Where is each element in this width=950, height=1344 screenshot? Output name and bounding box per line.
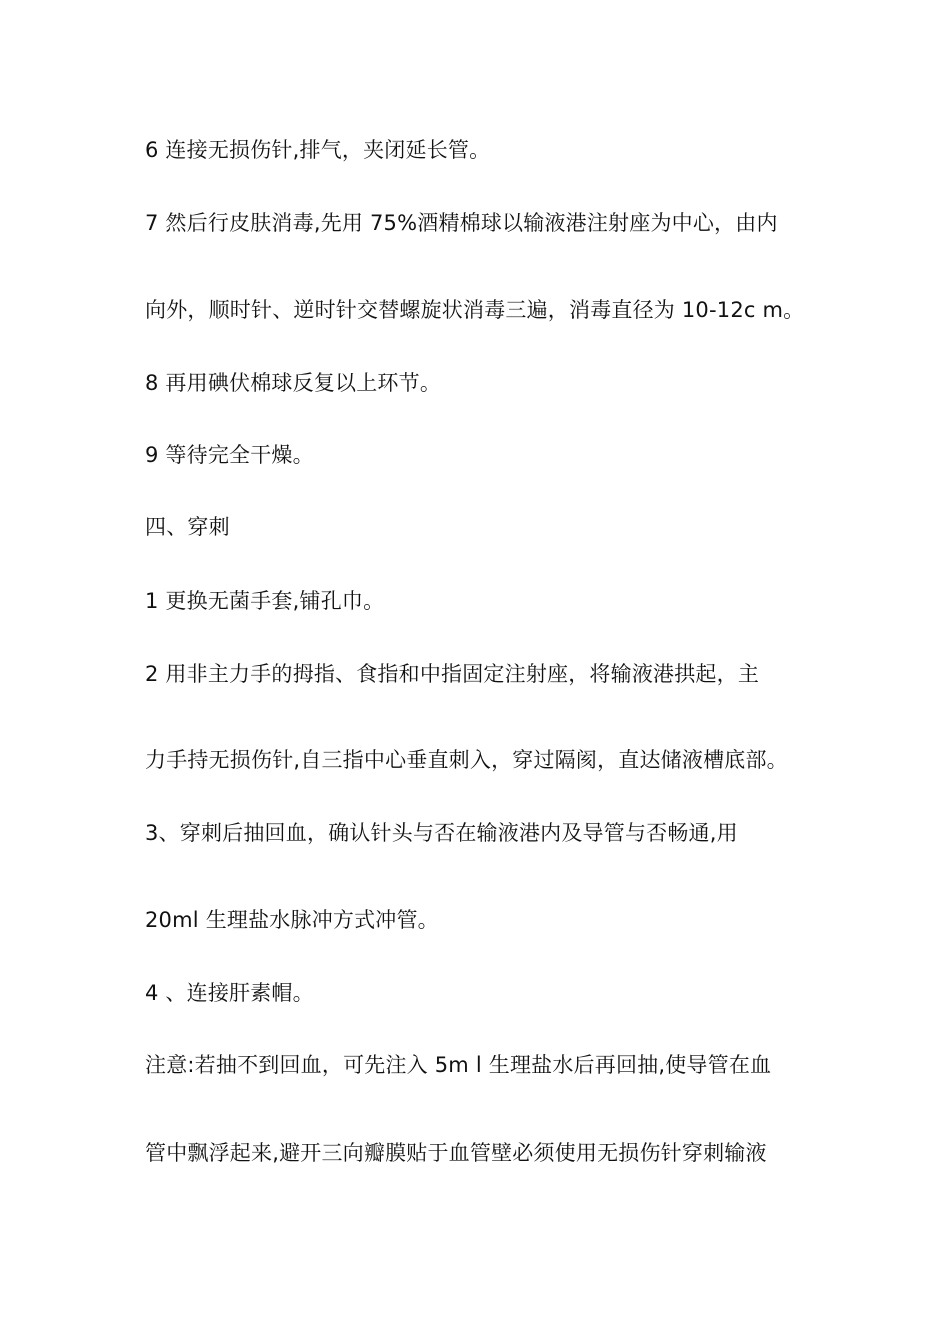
- section-heading-puncture: 四、穿刺: [145, 515, 230, 539]
- text-line-puncture-3: 3、穿刺后抽回血，确认针头与否在输液港内及导管与否畅通,用: [145, 821, 738, 845]
- text-line-step-7-cont: 向外，顺时针、逆时针交替螺旋状消毒三遍，消毒直径为 10-12c m。: [145, 298, 805, 322]
- text-line-puncture-2-cont: 力手持无损伤针,自三指中心垂直刺入，穿过隔阂，直达储液槽底部。: [145, 748, 788, 772]
- text-line-note: 注意:若抽不到回血，可先注入 5m l 生理盐水后再回抽,使导管在血: [145, 1053, 772, 1077]
- text-line-step-9: 9 等待完全干燥。: [145, 443, 314, 467]
- text-line-puncture-1: 1 更换无菌手套,铺孔巾。: [145, 589, 385, 613]
- text-line-puncture-3-cont: 20ml 生理盐水脉冲方式冲管。: [145, 908, 439, 932]
- text-line-puncture-4: 4 、连接肝素帽。: [145, 981, 314, 1005]
- text-line-puncture-2: 2 用非主力手的拇指、食指和中指固定注射座，将输液港拱起，主: [145, 662, 760, 686]
- text-line-step-6: 6 连接无损伤针,排气，夹闭延长管。: [145, 138, 491, 162]
- text-line-note-cont: 管中飘浮起来,避开三向瓣膜贴于血管壁必须使用无损伤针穿刺输液: [145, 1141, 767, 1165]
- text-line-step-7: 7 然后行皮肤消毒,先用 75%酒精棉球以输液港注射座为中心，由内: [145, 211, 778, 235]
- text-line-step-8: 8 再用碘伏棉球反复以上环节。: [145, 371, 442, 395]
